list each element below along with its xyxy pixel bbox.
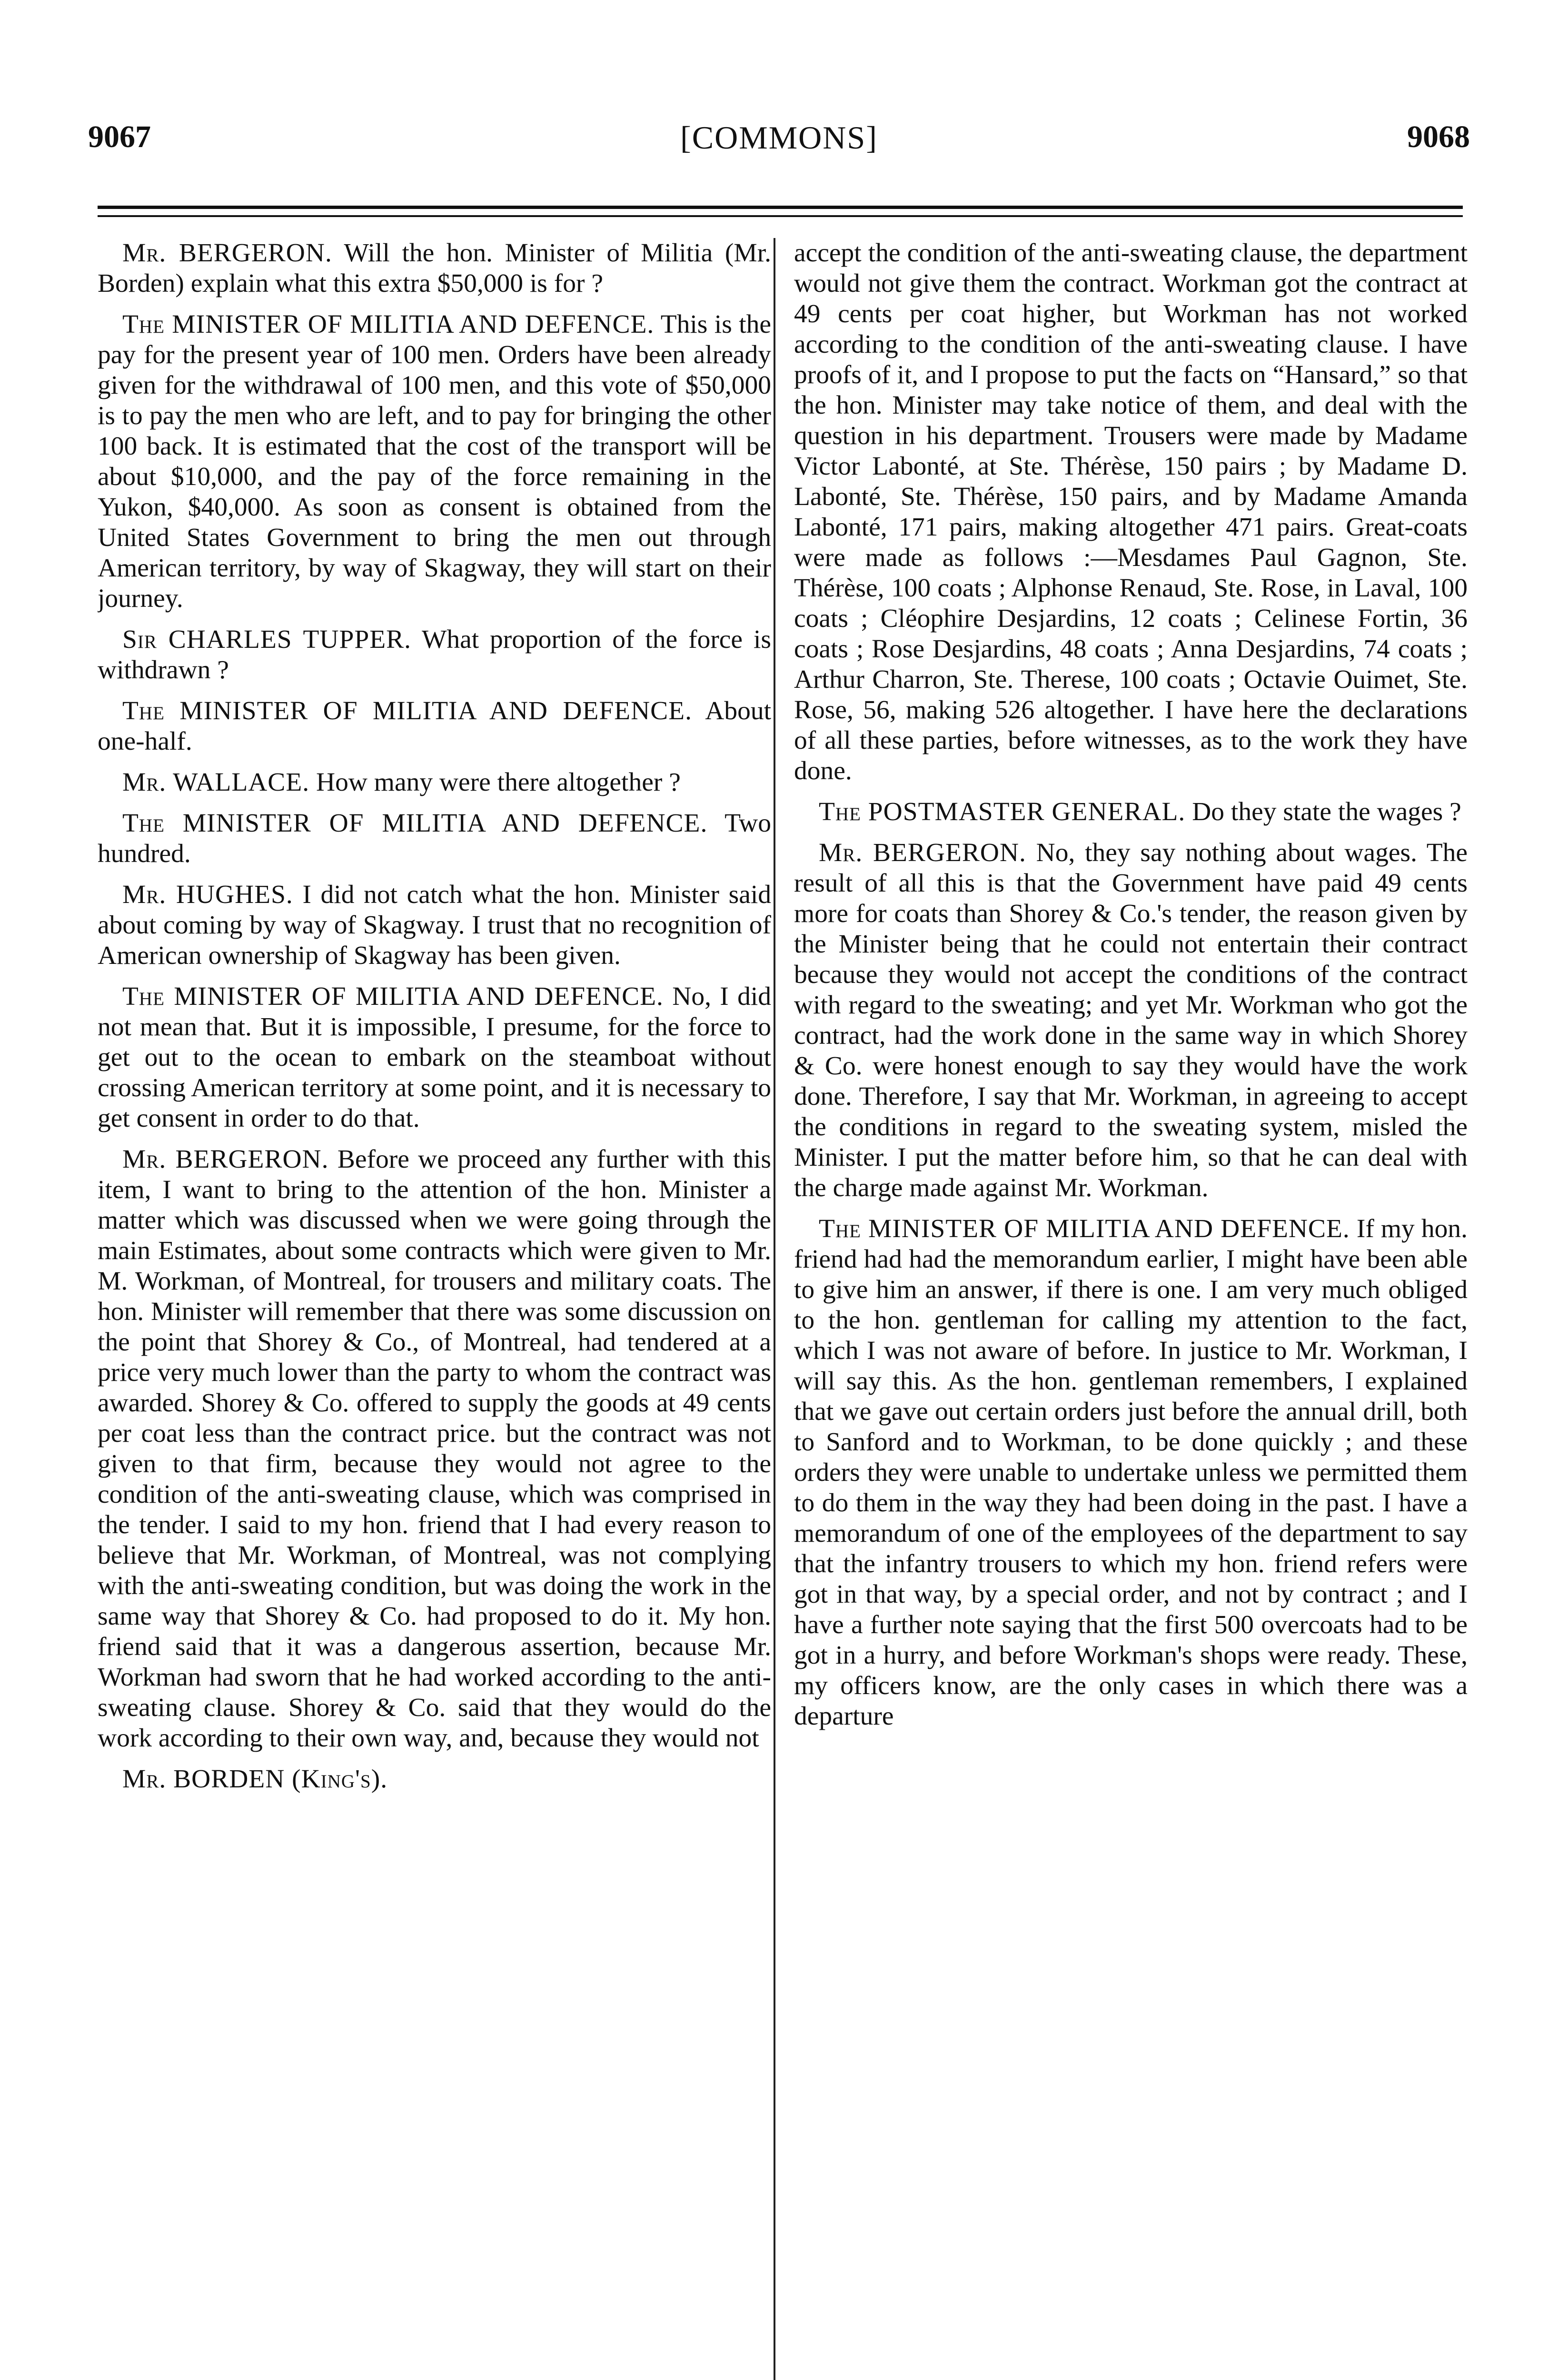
speech-text: What proportion of the force is withdrawn ? [98,625,771,684]
speech-paragraph [98,1144,771,1754]
speech-text: Do they state the wages ? [1192,797,1461,826]
speaker-name: Mr. BERGERON. [819,838,1026,867]
page-number-right: 9068 [1407,119,1470,154]
speech-text: This is the pay for the present year of 100 men. Orders have been already given for the withdrawal of 100 men, and this vote of $50,000 is to pay the men who are left, and to pay for bringing the other 100 back. It is estimated that the cost of the transport will be about $10,000, and the pay of the force remaining in the Yukon, $40,000. As soon as consent is obtained from the United States Government to bring the men out through American territory, by way of Skagway, they will start on their journey. [98,310,771,613]
column-divider [774,238,775,2380]
speech-text: Two hundred. [98,809,771,868]
speech-paragraph [98,238,771,299]
speech-text: If my hon. friend had had the memorandum earlier, I might have been able to give him an answer, if there is one. I am very much obliged to the hon. gentleman for calling my attention to the fact, which I was not aware of before. In justice to Mr. Workman, I will say this. As the hon. gentleman remembers, I explained that we gave out certain orders just before the annual drill, both to Sanford and to Workman, to be done quickly ; and these orders they were unable to undertake unless we permitted them to do them in the way they had been doing in the past. I have a memorandum of one of the employees of the department to say that the infantry trousers to which my hon. friend refers were got in that way, by a special order, and not by contract ; and I have a further note saying that the first 500 overcoats had to be got in a hurry, and before Workman's shops were ready. These, my officers know, are the only cases in which there was a departure [794,1214,1468,1731]
speech-text: No, they say nothing about wages. The result of all this is that the Government have paid 49 cents more for coats than Shorey & Co.'s tender, the reason given by the Minister being that he could not entertain their contract because they would not accept the conditions of the contract with regard to the sweating; and yet Mr. Workman who got the contract, had the work done in the same way in which Shorey & Co. were honest enough to say they would have the work done. Therefore, I say that Mr. Workman, in agreeing to accept the conditions in regard to the sweating system, misled the Minister. I put the matter before him, so that he can deal with the charge made against Mr. Workman. [794,838,1468,1202]
speech-text: accept the condition of the anti-sweating clause, the department would not give them the contract. Workman got the contract at 49 cents per coat higher, but Workman has not worked according to the condition of the anti-sweating clause. I have proofs of it, and I propose to put the facts on “Hansard,” so that the hon. Minister may take notice of them, and deal with the question in his department. Trousers were made by Madame Victor Labonté, at Ste. Thérèse, 150 pairs ; by Madame D. Labonté, Ste. Thérèse, 150 pairs, and by Madame Amanda Labonté, 171 pairs, making altogether 471 pairs. Great-coats were made as follows :—Mesdames Paul Gagnon, Ste. Thérèse, 100 coats ; Alphonse Renaud, Ste. Rose, in Laval, 100 coats ; Cléophire Desjardins, 12 coats ; Celinese Fortin, 36 coats ; Rose Desjardins, 48 coats ; Anna Desjardins, 74 coats ; Arthur Charron, Ste. Therese, 100 coats ; Octavie Ouimet, Ste. Rose, 56, making 526 altogether. I have here the declarations of all these parties, before witnesses, as to the work they have done. [794,238,1468,785]
speech-text: Before we proceed any further with this item, I want to bring to the attention of the hon. Minister a matter which was discussed when we were going through the main Estimates, about some contracts which were given to Mr. M. Workman, of Montreal, for trousers and military coats. The hon. Minister will remember that there was some discussion on the point that Shorey & Co., of Montreal, had tendered at a price very much lower than the party to whom the contract was awarded. Shorey & Co. offered to supply the goods at 49 cents per coat less than the contract price. but the contract was not given to that firm, because they would not agree to the condition of the anti-sweating clause, which was comprised in the tender. I said to my hon. friend that I had every reason to believe that Mr. Workman, of Montreal, was not complying with the anti-sweating condition, but was doing the work in the same way that Shorey & Co. had proposed to do it. My hon. friend said that it was a dangerous assertion, because Mr. Workman had sworn that he had worked according to the anti-sweating clause. Shorey & Co. said that they would do the work according to their own way, and, because they would not [98,1145,771,1753]
speaker-name: Mr. BERGERON. [122,238,332,268]
speaker-name: Mr. HUGHES. [122,880,293,909]
page-number-left: 9067 [88,119,151,154]
speech-paragraph [98,880,771,971]
speech-paragraph [98,625,771,685]
speech-text: How many were there altogether ? [316,768,681,797]
speech-paragraph [794,1214,1468,1732]
running-title: [COMMONS] [680,119,878,156]
speech-text: About one-half. [98,696,771,756]
speech-paragraph [98,309,771,614]
speech-text: No, I did not mean that. But it is impossible, I presume, for the force to get out to the ocean to embark on the steamboat without crossing American territory at some point, and it is necessary to get consent in order to do that. [98,982,771,1133]
speech-text: I did not catch what the hon. Minister said about coming by way of Skagway. I trust that no recognition of American ownership of Skagway has been given. [98,880,771,970]
speaker-name: The MINISTER OF MILITIA AND DEFENCE. [122,696,692,725]
speech-paragraph [794,797,1468,827]
speaker-name: Mr. WALLACE. [122,768,310,797]
header-rule [98,206,1463,209]
right-column [794,238,1468,2380]
speaker-name: The MINISTER OF MILITIA AND DEFENCE. [122,809,708,838]
speaker-name: Mr. BERGERON. [122,1145,329,1174]
header-rule-thin [98,215,1463,217]
speech-paragraph [794,838,1468,1203]
speech-paragraph [98,767,771,798]
running-footer-speaker: Mr. BORDEN (King's). [122,1765,388,1794]
page-header [88,119,1470,171]
speech-text: Will the hon. Minister of Militia (Mr. Borden) explain what this extra $50,000 is for ? [98,238,771,298]
speech-paragraph [98,982,771,1134]
speaker-name: The MINISTER OF MILITIA AND DEFENCE. [122,310,655,339]
speaker-name: The MINISTER OF MILITIA AND DEFENCE. [819,1214,1350,1243]
speech-paragraph [98,808,771,869]
speaker-name: The POSTMASTER GENERAL. [819,797,1186,826]
speech-paragraph [794,238,1468,786]
left-column [98,238,771,2380]
speech-paragraph [98,696,771,757]
speaker-name: Sir CHARLES TUPPER. [122,625,412,654]
speaker-name: The MINISTER OF MILITIA AND DEFENCE. [122,982,664,1011]
